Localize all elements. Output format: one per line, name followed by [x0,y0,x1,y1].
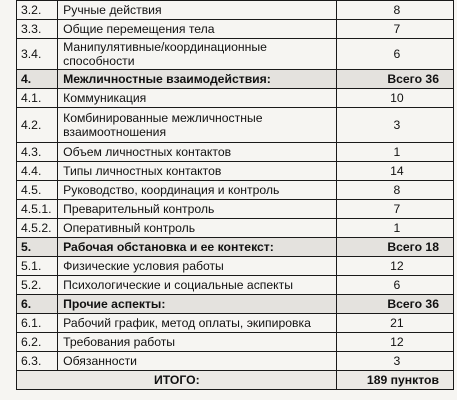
table-row [17,314,454,333]
row-name: Коммуникация [58,89,337,108]
row-points: 6 [336,39,453,70]
row-number: 5.2. [17,276,58,295]
section-total: Всего 18 [336,238,453,257]
table-row [17,143,454,162]
row-number: 3.2. [17,1,58,20]
table-row [17,39,454,70]
total-label: ИТОГО: [17,371,337,390]
row-number: 5.1. [17,257,58,276]
row-points: 8 [336,181,453,200]
row-points: 8 [336,1,453,20]
row-points: 6 [336,276,453,295]
row-points: 7 [336,20,453,39]
table-row [17,20,454,39]
row-points: 3 [336,108,453,143]
row-points: 1 [336,143,453,162]
section-total: Всего 36 [336,295,453,314]
row-name: Общие перемещения тела [58,20,337,39]
row-name: Оперативный контроль [58,219,337,238]
row-name: Рабочий график, метод оплаты, экипировка [58,314,337,333]
row-name: Обязанности [58,352,337,371]
table-row [17,200,454,219]
row-number: 6.3. [17,352,58,371]
table-row [17,1,454,20]
row-name: Руководство, координация и контроль [58,181,337,200]
row-points: 10 [336,89,453,108]
row-name: Требования работы [58,333,337,352]
row-points: 14 [336,162,453,181]
row-name: Ручные действия [58,1,337,20]
row-points: 21 [336,314,453,333]
section-title: Межличностные взаимодействия: [58,70,337,89]
table-row [17,181,454,200]
section-number: 6. [17,295,58,314]
row-number: 4.5.1. [17,200,58,219]
section-row [17,295,454,314]
row-number: 3.3. [17,20,58,39]
table-row [17,89,454,108]
row-number: 4.5. [17,181,58,200]
section-row [17,70,454,89]
section-number: 5. [17,238,58,257]
table-row [17,219,454,238]
table-row [17,162,454,181]
row-number: 4.3. [17,143,58,162]
section-title: Рабочая обстановка и ее контекст: [58,238,337,257]
row-number: 6.2. [17,333,58,352]
row-name: Преварительный контроль [58,200,337,219]
row-points: 12 [336,257,453,276]
row-number: 4.1. [17,89,58,108]
table-row [17,276,454,295]
section-row [17,238,454,257]
row-number: 6.1. [17,314,58,333]
row-points: 1 [336,219,453,238]
section-title: Прочие аспекты: [58,295,337,314]
row-number: 4.5.2. [17,219,58,238]
row-name: Объем личностных контактов [58,143,337,162]
section-number: 4. [17,70,58,89]
table-row [17,257,454,276]
total-row [17,371,454,390]
total-points: 189 пунктов [336,371,453,390]
table-row [17,333,454,352]
table-row [17,108,454,143]
row-name: Манипулятивные/координационные способности [58,39,337,70]
table-body [17,1,454,390]
section-total: Всего 36 [336,70,453,89]
row-points: 12 [336,333,453,352]
row-number: 3.4. [17,39,58,70]
row-name: Психологические и социальные аспекты [58,276,337,295]
row-name: Комбинированные межличностные взаимоотношения [58,108,337,143]
row-name: Типы личностных контактов [58,162,337,181]
row-number: 4.4. [17,162,58,181]
row-points: 3 [336,352,453,371]
table-row [17,352,454,371]
row-name: Физические условия работы [58,257,337,276]
points-table [16,0,454,390]
row-points: 7 [336,200,453,219]
row-number: 4.2. [17,108,58,143]
